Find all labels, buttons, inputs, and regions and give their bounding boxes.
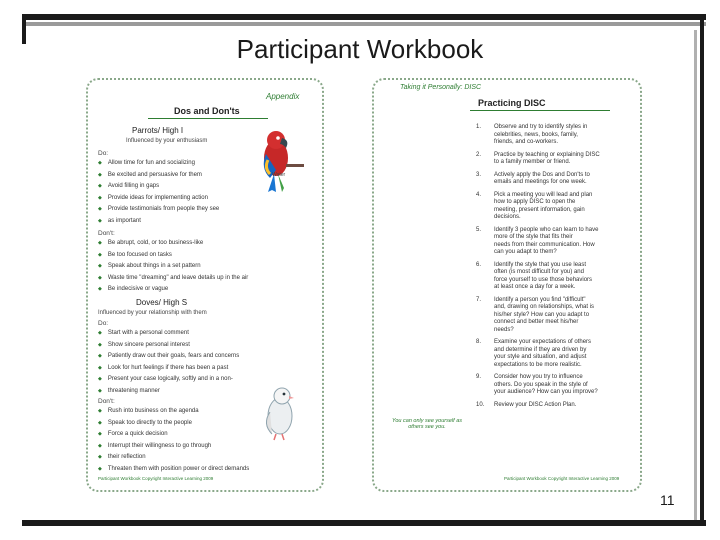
parrot-dos-list xyxy=(98,158,219,227)
list-item: ◆ Start with a personal comment xyxy=(98,328,239,340)
list-item: ◆ threatening manner xyxy=(98,386,239,398)
right-workbook-page xyxy=(372,78,642,492)
list-item: 2. Practice by teaching or explaining DISC to a family member or friend. xyxy=(476,151,600,165)
practice-list xyxy=(476,124,600,414)
right-page-footer: Participant Workbook Copyright Interactive Learning 2009 xyxy=(504,476,620,481)
dove-section-subtitle: Influenced by your relationship with them xyxy=(98,310,207,316)
parrot-do-label: Do: xyxy=(98,150,109,157)
list-item: ◆ Force a quick decision xyxy=(98,429,249,441)
list-item: ◆ Present your case logically, softly and in a non- xyxy=(98,374,239,386)
slide-frame-top xyxy=(22,14,706,20)
list-item: 4. Pick a meeting you will lead and plan how to apply DISC to open the meeting, present information, gain decisions. xyxy=(476,191,593,220)
list-item: ◆ Be abrupt, cold, or too business-like xyxy=(98,238,248,250)
list-item: 7. Identify a person you find "difficult" and, drawing on relationships, what is his/her style? How can you adapt to connect and better meet his/her needs? xyxy=(476,296,595,333)
list-item: ◆ Speak about things in a set pattern xyxy=(98,261,248,273)
list-item: 8. Examine your expectations of others and determine if they are driven by your style and situation, and adjust expectations to be more realistic. xyxy=(476,339,592,368)
list-item: 5. Identify 3 people who can learn to have more of the style that fits their needs from their communication. How can you adapt to them? xyxy=(476,226,599,255)
side-quote: You can only see yourself as others see you. xyxy=(392,418,463,430)
list-item: ◆ Speak too directly to the people xyxy=(98,418,249,430)
list-item: ◆ Be too focused on tasks xyxy=(98,250,248,262)
slide-frame-right-shadow xyxy=(694,30,697,520)
list-item: ◆ Patiently draw out their goals, fears and concerns xyxy=(98,351,239,363)
left-workbook-page xyxy=(86,78,324,492)
list-item: ◆ as important xyxy=(98,216,219,228)
parrot-illustration xyxy=(252,128,306,194)
list-item: ◆ Allow time for fun and socializing xyxy=(98,158,219,170)
dove-donts-list xyxy=(98,406,249,475)
list-item: ◆ Interrupt their willingness to go through xyxy=(98,441,249,453)
parrot-dont-label: Don't: xyxy=(98,230,115,237)
dove-dont-label: Don't: xyxy=(98,398,115,405)
dove-dos-list xyxy=(98,328,239,397)
list-item: 6. Identify the style that you use least often (is most difficult for you) and force yourself to use those behaviors at least once a day for a week. xyxy=(476,261,593,290)
slide-frame-top-shadow xyxy=(22,22,706,26)
slide-title: Participant Workbook xyxy=(236,34,484,64)
left-page-footer: Participant Workbook Copyright Interactive Learning 2009 xyxy=(98,476,214,481)
list-item: ◆ Rush into business on the agenda xyxy=(98,406,249,418)
left-page-tab: Appendix xyxy=(266,92,300,101)
parrot-caption: Water xyxy=(272,172,286,178)
list-item: ◆ Waste time "dreaming" and leave details up in the air xyxy=(98,273,248,285)
dove-illustration xyxy=(258,382,302,442)
list-item: ◆ Provide testimonials from people they see xyxy=(98,204,219,216)
slide-page-number: 11 xyxy=(660,492,675,508)
list-item: ◆ Be excited and persuasive for them xyxy=(98,170,219,182)
right-heading-rule xyxy=(470,110,610,111)
dove-section-title: Doves/ High S xyxy=(136,298,188,307)
list-item: 1. Observe and try to identify styles in celebrities, news, books, family, friends, and co-workers. xyxy=(476,124,588,145)
list-item: ◆ Provide ideas for implementing action xyxy=(98,193,219,205)
dove-do-label: Do: xyxy=(98,320,109,327)
list-item: ◆ their reflection xyxy=(98,452,249,464)
slide-frame-right xyxy=(700,14,704,526)
parrot-section-title: Parrots/ High I xyxy=(132,126,184,135)
list-item: 9. Consider how you try to influence others. Do you speak in the style of your audience? How can you improve? xyxy=(476,374,598,395)
parrot-donts-list xyxy=(98,238,248,296)
parrot-section-subtitle: Influenced by your enthusiasm xyxy=(126,138,208,144)
left-page-heading: Dos and Don'ts xyxy=(174,106,240,116)
list-item: ◆ Threaten them with position power or direct demands xyxy=(98,464,249,476)
list-item: ◆ Avoid filling in gaps xyxy=(98,181,219,193)
list-item: 3. Actively apply the Dos and Don'ts to emails and meetings for one week. xyxy=(476,171,590,185)
list-item: ◆ Show sincere personal interest xyxy=(98,340,239,352)
list-item: 10. Review your DISC Action Plan. xyxy=(476,401,577,408)
slide-frame-bottom xyxy=(22,520,706,526)
right-page-tab: Taking it Personally: DISC xyxy=(400,84,482,91)
left-heading-rule xyxy=(148,118,268,119)
right-page-heading: Practicing DISC xyxy=(478,98,546,108)
list-item: ◆ Look for hurt feelings if there has been a past xyxy=(98,363,239,375)
list-item: ◆ Be indecisive or vague xyxy=(98,284,248,296)
